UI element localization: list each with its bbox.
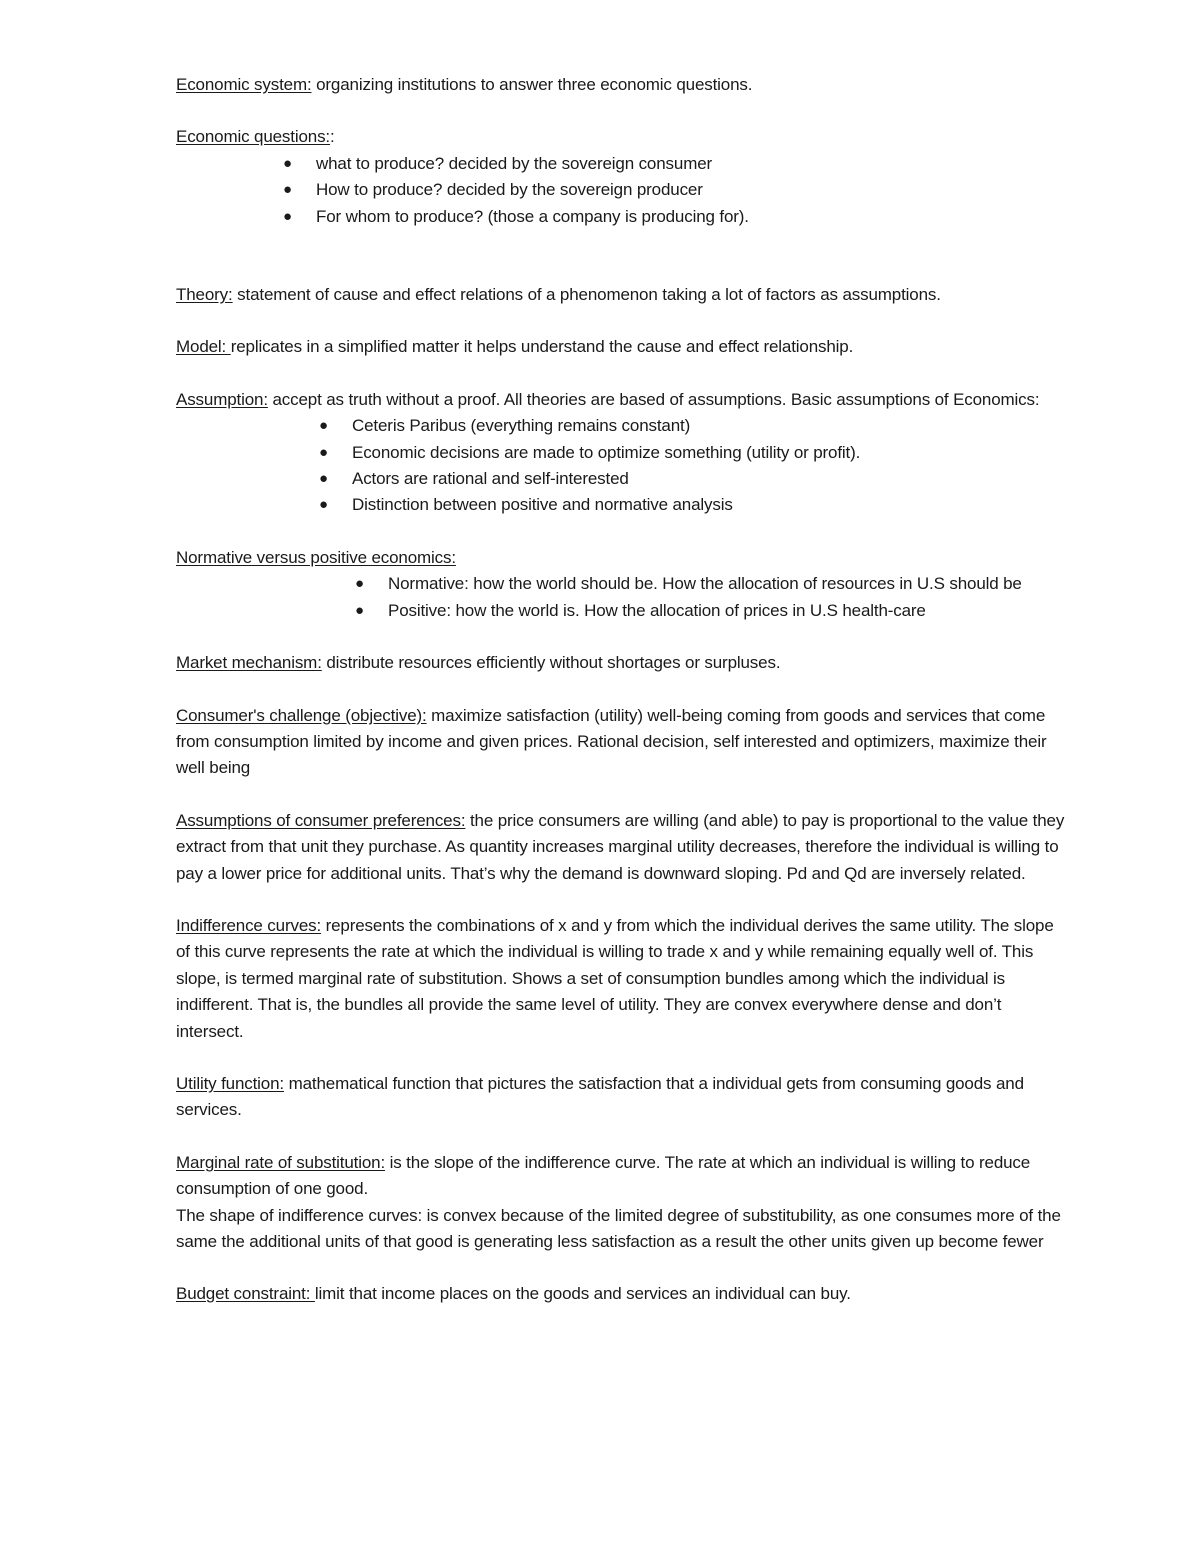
list-item: ● Ceteris Paribus (everything remains constant)	[352, 413, 1066, 439]
consumers-challenge-term: Consumer's challenge (objective):	[176, 705, 427, 725]
assumptions-preferences-text: the price consumers are willing (and able) to pay is proportional to the value they extract from that unit they purchase. As quantity increases marginal utility decreases, therefore the individual is willing to pay a lower price for additional units. That’s why the demand is downward sloping. Pd and Qd are inversely related.	[176, 810, 1065, 883]
bullet-icon: ●	[319, 417, 328, 435]
budget-constraint-paragraph	[176, 1281, 1066, 1307]
indifference-curves-text: represents the combinations of x and y from which the individual derives the same utility. The slope of this curve represents the rate at which the individual is willing to trade x and y while remaining equally well of. This slope, is termed marginal rate of substitution. Shows a set of consumption bundles among which the individual is indifferent. That is, the bundles all provide the same level of utility. They are convex everywhere dense and don’t intersect.	[176, 915, 1054, 1041]
model-text: replicates in a simplified matter it helps understand the cause and effect relationship.	[230, 337, 854, 357]
mrs-term: Marginal rate of substitution:	[176, 1152, 386, 1172]
list-item: ● How to produce? decided by the sovereign producer	[316, 177, 1066, 203]
bullet-icon: ●	[319, 443, 328, 461]
economic-system-paragraph	[176, 72, 1066, 98]
model-term: Model:	[176, 337, 231, 357]
utility-function-term: Utility function:	[176, 1073, 284, 1093]
list-item: ● Economic decisions are made to optimize something (utility or profit).	[352, 440, 1066, 466]
economic-questions-list	[283, 151, 1066, 230]
bullet-icon: ●	[319, 470, 328, 488]
economic-questions-heading	[176, 124, 1066, 150]
list-item: ● Positive: how the world is. How the allocation of prices in U.S health-care	[388, 598, 1066, 624]
bullet-icon: ●	[355, 575, 364, 593]
normative-positive-list	[355, 571, 1066, 624]
theory-text: statement of cause and effect relations of a phenomenon taking a lot of factors as assumptions.	[232, 285, 941, 305]
assumption-paragraph	[176, 387, 1066, 413]
bullet-icon: ●	[283, 207, 292, 225]
bullet-icon: ●	[355, 601, 364, 619]
mrs-paragraph	[176, 1150, 1066, 1203]
assumption-list	[319, 413, 1066, 519]
market-mechanism-text: distribute resources efficiently without shortages or surpluses.	[321, 653, 781, 673]
list-item: ● Actors are rational and self-interested	[352, 466, 1066, 492]
indifference-curves-term: Indifference curves:	[176, 915, 322, 935]
model-paragraph	[176, 334, 1066, 360]
consumers-challenge-paragraph	[176, 703, 1066, 782]
indifference-curves-paragraph	[176, 913, 1066, 1045]
normative-positive-term: Normative versus positive economics:	[176, 547, 456, 567]
utility-function-text: mathematical function that pictures the satisfaction that a individual gets from consuming goods and services.	[176, 1073, 1024, 1120]
list-item: ● Distinction between positive and normative analysis	[352, 492, 1066, 518]
consumers-challenge-text: maximize satisfaction (utility) well-being coming from goods and services that come from consumption limited by income and given prices. Rational decision, self interested and optimizers, maximize their well being	[176, 705, 1047, 778]
assumptions-preferences-paragraph	[176, 808, 1066, 887]
document-page	[176, 72, 1066, 1308]
list-item: ● what to produce? decided by the sovereign consumer	[316, 151, 1066, 177]
bullet-icon: ●	[319, 496, 328, 514]
assumption-text: accept as truth without a proof. All theories are based of assumptions. Basic assumptions of Economics:	[267, 389, 1040, 409]
list-item: ● For whom to produce? (those a company is producing for).	[316, 204, 1066, 230]
theory-paragraph	[176, 282, 1066, 308]
economic-questions-term: Economic questions:	[176, 127, 331, 147]
bullet-icon: ●	[283, 181, 292, 199]
mrs-text: is the slope of the indifference curve. The rate at which an individual is willing to reduce consumption of one good.	[176, 1152, 1031, 1199]
budget-constraint-text: limit that income places on the goods and services an individual can buy.	[314, 1284, 851, 1304]
indifference-shape-paragraph: The shape of indifference curves: is convex because of the limited degree of substitubility, as one consumes more of the same the additional units of that good is generating less satisfaction as a result the other units given up become fewer	[176, 1205, 1061, 1251]
budget-constraint-term: Budget constraint:	[176, 1284, 315, 1304]
theory-term: Theory:	[176, 285, 233, 305]
assumption-term: Assumption:	[176, 389, 268, 409]
economic-questions-suffix: :	[330, 127, 335, 147]
economic-system-text: organizing institutions to answer three economic questions.	[311, 75, 753, 94]
economic-system-term: Economic system:	[176, 75, 312, 94]
market-mechanism-term: Market mechanism:	[176, 653, 322, 673]
assumptions-preferences-term: Assumptions of consumer preferences:	[176, 810, 466, 830]
normative-positive-heading	[176, 545, 1066, 571]
list-item: ● Normative: how the world should be. How the allocation of resources in U.S should be	[388, 571, 1066, 597]
utility-function-paragraph	[176, 1071, 1066, 1124]
bullet-icon: ●	[283, 154, 292, 172]
market-mechanism-paragraph	[176, 650, 1066, 676]
